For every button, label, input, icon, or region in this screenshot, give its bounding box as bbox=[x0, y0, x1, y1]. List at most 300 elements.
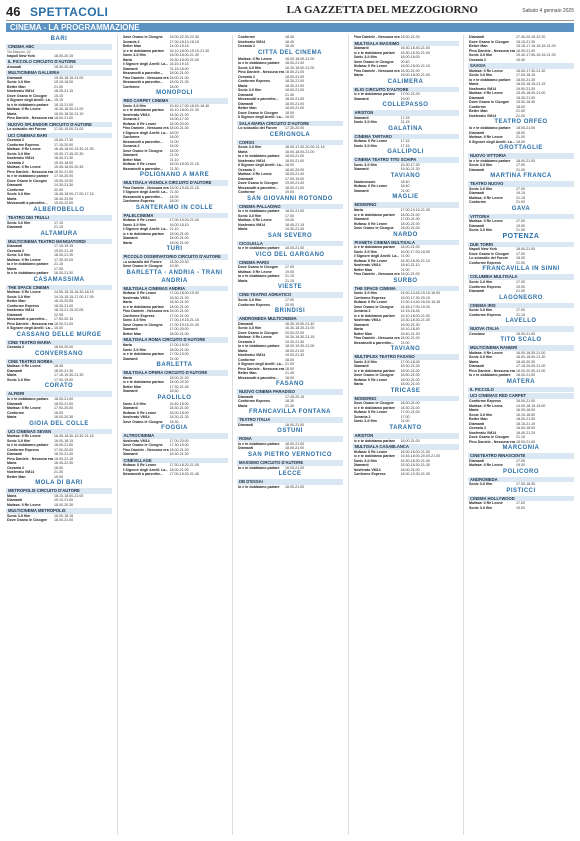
showtimes: 15.30-18.30-21.30 bbox=[400, 318, 430, 323]
showtimes: 17.00-19.15-21.30 bbox=[400, 208, 430, 213]
showtime-row bbox=[122, 472, 228, 477]
film-title: Mufasa: Il Re Leone bbox=[353, 410, 388, 415]
showtimes: 18.30-21.00 bbox=[400, 405, 420, 410]
film-title: Maria bbox=[122, 375, 132, 380]
showtimes: 21.00 bbox=[400, 267, 410, 272]
city-heading: MAGLIE bbox=[392, 194, 419, 201]
film-title: Sonic 3-Il film bbox=[7, 438, 31, 443]
showtimes: 21.15 bbox=[516, 312, 525, 317]
showtimes: 17.00-20.00 bbox=[169, 327, 189, 332]
showtimes: 15.00-22.00 bbox=[54, 201, 74, 206]
showtimes: 16.00-18.00-21.00 bbox=[400, 73, 430, 78]
showtimes: 19.00 bbox=[285, 269, 294, 274]
film-title: Diamanti bbox=[238, 446, 254, 451]
film-title: Conforme bbox=[7, 410, 24, 415]
showtimes: 17.00-18.00-19.30 bbox=[169, 291, 199, 296]
city-heading: TAVIANO bbox=[390, 346, 421, 353]
showtimes: 17.30-20.00 bbox=[54, 174, 74, 179]
film-title: Nosferatu VM14 bbox=[238, 39, 266, 44]
film-title: Sonic 3-Il film bbox=[7, 377, 31, 382]
film-title: Mezzanotti a parenthe... bbox=[238, 375, 279, 380]
showtimes: 17.00-20.00 bbox=[54, 406, 74, 411]
showtimes: 19.30 bbox=[169, 264, 179, 269]
showtimes: 21.00 bbox=[400, 254, 410, 259]
film-title: Diamanti bbox=[469, 130, 485, 135]
showtimes: 18.15-21.00 bbox=[54, 102, 74, 107]
showtimes: 18.30-21.30 bbox=[54, 271, 74, 276]
showtimes: 18.00 bbox=[516, 130, 525, 135]
film-title: Io e te dobbiamo parlare bbox=[353, 438, 396, 443]
city-heading: SURBO bbox=[393, 277, 418, 284]
film-title: Sonic 3-Il film bbox=[469, 186, 493, 191]
showtimes: 15.00-17.30 bbox=[169, 117, 189, 122]
film-title: Oceania 2 bbox=[7, 160, 24, 165]
cinema-name: SAVOIA bbox=[468, 63, 574, 69]
showtimes: 15.40-17.50-18.15-21.00 bbox=[516, 53, 556, 57]
showtimes: 21.45 bbox=[285, 371, 294, 376]
showtime-row bbox=[6, 116, 112, 121]
showtimes: 18.00-21.00 bbox=[169, 304, 189, 309]
showtimes: 16.00-18.00 bbox=[169, 410, 189, 415]
showtimes: 21.00 bbox=[169, 153, 179, 158]
cinema-name: MODERNO bbox=[353, 396, 459, 402]
showtimes: 18.00-21.00 bbox=[516, 247, 536, 252]
film-title: Sonic 3-Il film bbox=[122, 401, 146, 406]
city-heading: MONOPOLI bbox=[156, 90, 193, 96]
film-title: Maria bbox=[469, 408, 479, 413]
film-title: Diamanti bbox=[122, 389, 138, 394]
showtimes: 21.00 bbox=[400, 188, 410, 193]
showtimes: 18.00-21.00 bbox=[400, 438, 420, 443]
showtimes: 18.00-21.00 bbox=[169, 347, 189, 352]
film-title: Io e te dobbiamo parlare bbox=[7, 262, 49, 267]
film-title: Sonic 3-Il film bbox=[122, 347, 146, 352]
showtimes: 21.00 bbox=[400, 419, 410, 424]
film-title: Io e te dobbiamo parlare bbox=[353, 245, 396, 250]
showtimes: 18.00-21.30 bbox=[516, 77, 536, 82]
showtimes: 18.00-21.00 bbox=[54, 397, 74, 402]
showtimes: 18.00 bbox=[516, 104, 525, 109]
city-heading: SAN GIOVANNI ROTONDO bbox=[247, 195, 333, 202]
showtime-row bbox=[6, 127, 112, 132]
film-title: Sonic 3-Il film bbox=[238, 145, 262, 150]
showtimes: 18.30-21.00 bbox=[54, 303, 74, 308]
city-heading: PAOLILLO bbox=[157, 394, 192, 401]
film-title: Dove Osano le Cicogne bbox=[122, 148, 163, 153]
showtimes: 16.00-18.00-21.00 bbox=[285, 56, 315, 61]
film-title: Pino Daniele - Nessuna era bbox=[122, 309, 169, 314]
film-title: Oceania 2 bbox=[469, 426, 486, 431]
film-title: Conforme bbox=[238, 190, 255, 195]
showtimes: 14.15-15.15-17.00-17.45 bbox=[54, 294, 94, 299]
film-title: Diamanti bbox=[7, 225, 23, 230]
film-title: Mufasa: Il Re Leone bbox=[7, 364, 41, 369]
city-heading: SAN PIETRO VERNOTICO bbox=[247, 451, 332, 458]
film-title: Sonic 3-Il film bbox=[353, 143, 377, 148]
film-title: Nosferatu VM14 bbox=[238, 222, 266, 227]
showtime-row bbox=[237, 126, 343, 131]
city-heading: CALIMERA bbox=[387, 78, 424, 85]
showtimes: 18.40 bbox=[285, 35, 294, 39]
showtimes: 18.00-21.30 bbox=[169, 126, 189, 131]
film-title: Dove Osano le Cicogne bbox=[122, 322, 163, 327]
showtimes: 21.15 bbox=[54, 262, 63, 267]
showtimes: 16.30-18.30-21.10 bbox=[400, 258, 430, 263]
showtimes: 18.00-21.00 bbox=[169, 75, 189, 80]
showtimes: 18.00-21.00 bbox=[285, 70, 305, 74]
city-heading: PISTICCI bbox=[506, 487, 536, 494]
film-title: Io e te dobbiamo parlare bbox=[122, 108, 165, 113]
film-title: Conforme bbox=[238, 35, 255, 39]
film-title: Pino Daniele - Nessuna era bbox=[122, 75, 169, 80]
film-title: Maria bbox=[353, 382, 363, 387]
city-heading: VIESTE bbox=[277, 284, 303, 291]
film-title: Io e te dobbiamo parlare bbox=[238, 441, 280, 446]
showtimes: 16.00-18.30-21.10 bbox=[54, 111, 84, 116]
city-heading: GALLIPOLI bbox=[387, 149, 424, 156]
showtimes: 18.00-21.15 bbox=[54, 456, 74, 461]
film-title: Il Signore degli Anelli: La... bbox=[122, 62, 169, 66]
film-title: Mufasa: Il Re Leone bbox=[353, 300, 388, 305]
film-title: Io e te dobbiamo parlare bbox=[238, 61, 280, 65]
film-title: Nosferatu VM14 bbox=[353, 467, 381, 472]
showtimes: 16.00-21.00 bbox=[516, 399, 536, 404]
film-title: Io e te dobbiamo parlare bbox=[353, 92, 396, 97]
city-heading: LAGONEGRO bbox=[499, 294, 543, 301]
film-title: Sonic 3-Il film bbox=[122, 53, 146, 57]
city-heading: TAVIANO bbox=[390, 172, 421, 179]
showtimes: 15.15 bbox=[54, 93, 63, 98]
showtimes: 20.00-22.00 bbox=[285, 330, 305, 335]
showtimes: 18.00-21.00 bbox=[285, 348, 305, 353]
showtimes: 18.00-17.30-20.00-21.15 bbox=[285, 145, 325, 150]
city-heading: LAVELLO bbox=[505, 318, 537, 325]
showtimes: 18.00-21.00 bbox=[285, 97, 305, 101]
city-heading: OSTUNI bbox=[277, 428, 303, 435]
showtimes: 21.15 bbox=[516, 195, 525, 200]
film-title: Io e te dobbiamo parlare bbox=[238, 209, 280, 214]
showtimes: 18.30-21.00 bbox=[400, 68, 420, 73]
showtimes: 18.00 bbox=[54, 410, 63, 415]
cinema-name: CINEMA IRIS bbox=[468, 303, 574, 309]
showtimes: 19.15 bbox=[516, 191, 525, 196]
showtimes: 18.00-21.00 bbox=[400, 401, 420, 406]
showtimes: 21.15 bbox=[285, 278, 294, 283]
film-title: Maria bbox=[238, 83, 248, 88]
showtimes: 18.00-21.00 bbox=[285, 246, 305, 251]
film-title: Sonic 3-Il film bbox=[469, 163, 493, 168]
showtimes: 19.10-21.00 bbox=[54, 498, 74, 503]
film-title: Conforme Express bbox=[7, 447, 39, 452]
cinema-name: CINEVILLAGE bbox=[122, 458, 228, 464]
showtimes: 21.10 bbox=[169, 157, 179, 162]
showtimes: 18.00-20.00 bbox=[54, 345, 74, 350]
showtimes: 18.00-21.00 bbox=[400, 245, 420, 250]
showtimes: 18.30 bbox=[169, 419, 179, 424]
film-title: Conforme Express bbox=[122, 199, 155, 204]
showtimes: 17.15 bbox=[400, 143, 410, 148]
showtimes: 14.00-14.45-15.15-16.00 bbox=[400, 291, 441, 296]
showtimes: 15.15 bbox=[54, 98, 63, 103]
showtimes: 18.00-21.00 bbox=[169, 71, 189, 75]
showtimes: 15.00-17.30-20.15 bbox=[400, 295, 430, 300]
showtimes: 18.00-21.00 bbox=[400, 221, 420, 226]
film-title: Io e te dobbiamo parlare bbox=[122, 380, 165, 385]
showtimes: 18.00-21.30 bbox=[169, 80, 189, 84]
film-title: Diamanti bbox=[7, 368, 23, 373]
film-title: Mufasa: Il Re Leone bbox=[353, 377, 388, 382]
film-title: Conforme Express bbox=[122, 313, 155, 318]
film-title: Oceania 2 bbox=[238, 339, 255, 344]
film-title: Oceania 2 bbox=[469, 57, 486, 62]
cinema-name: CINE-TEATRO ADRIATICO bbox=[237, 292, 343, 298]
film-title: Diamanti bbox=[7, 75, 23, 80]
showtimes: 17.00-21.00 bbox=[400, 92, 420, 97]
film-title: Io e te dobbiamo parlare bbox=[238, 274, 280, 279]
showtimes: 16.00-17.00-18.00 bbox=[400, 249, 430, 254]
film-title: Mufasa: Il Re Leone bbox=[122, 463, 157, 468]
cinema-name: VITTORIA bbox=[468, 214, 574, 220]
film-title: Mufasa: Il Re Leone bbox=[238, 335, 272, 340]
city-heading: CITTA DEL CINEMA bbox=[258, 49, 322, 56]
film-title: Sonic 3-Il film bbox=[469, 228, 493, 233]
film-title: Diamanti bbox=[469, 364, 485, 369]
showtimes: 18.00 bbox=[169, 148, 179, 153]
cinema-name: ALTROCINEMA bbox=[122, 433, 228, 439]
film-title: Io e te dobbiamo parlare bbox=[7, 271, 49, 276]
film-title: Nosferatu VM14 bbox=[122, 438, 150, 443]
masthead: LA GAZZETTA DEL MEZZOGIORNO bbox=[286, 4, 478, 16]
film-title: Io e te dobbiamo parlare bbox=[122, 48, 165, 53]
showtimes: 18.00-21.00 bbox=[516, 48, 536, 53]
film-title: Diamanti bbox=[7, 244, 23, 249]
showtimes: 21.00 bbox=[169, 356, 179, 361]
city-heading: ALTAMURA bbox=[40, 230, 78, 237]
film-title: Pino Daniele - Nessuna era bbox=[353, 35, 400, 39]
showtime-row bbox=[237, 115, 343, 120]
showtimes: 17.00 bbox=[516, 186, 525, 191]
film-title: Diamanti bbox=[353, 364, 369, 369]
showtimes: 18.00-21.00 bbox=[169, 467, 189, 472]
showtime-row bbox=[353, 35, 459, 40]
cinema-address: Via Marconi, 42 bbox=[7, 49, 31, 54]
film-title: Pino Daniele - Nessuna era bbox=[353, 336, 400, 341]
film-title: Mufasa: Il Re Leone bbox=[353, 221, 388, 226]
city-heading: BARLETTA bbox=[156, 362, 193, 369]
showtimes: 18.00-21.00 bbox=[400, 377, 420, 382]
showtimes: 18.00 bbox=[285, 115, 294, 119]
film-title: Sonic 3-Il film bbox=[469, 73, 493, 78]
film-title: Mufasa: Il Re Leone bbox=[238, 218, 272, 223]
film-title: Sonic 3-Il film bbox=[7, 220, 31, 225]
film-title: Lo sciacallo del Furore bbox=[238, 126, 278, 131]
showtime-row bbox=[6, 65, 112, 70]
showtimes: 18.00-21.00 bbox=[54, 401, 74, 406]
film-title: Mezzanotti a parenthe... bbox=[122, 472, 164, 477]
film-title: Oceania 2 bbox=[238, 44, 255, 48]
film-title: Napoli New York bbox=[7, 53, 36, 58]
showtimes: 16.10-18.40 bbox=[400, 327, 420, 332]
film-title: Diamanti bbox=[7, 452, 23, 457]
showtimes: 16.00-18.00-21.00 bbox=[400, 449, 430, 454]
film-title: Sonic 3-Il film bbox=[122, 318, 146, 323]
film-title: Diamanti bbox=[469, 458, 485, 463]
showtimes: 17.00 bbox=[54, 266, 63, 271]
showtimes: 18.00-21.00 bbox=[285, 106, 305, 110]
showtimes: 18.00-21.00 bbox=[285, 101, 305, 106]
cinema-name: IL PICCOLO bbox=[468, 387, 574, 393]
film-title: Conforme Express bbox=[469, 399, 501, 404]
film-title: Nosferatu VM14 bbox=[238, 353, 266, 358]
showtimes: 17.00-21.00 bbox=[169, 313, 189, 318]
showtimes: 14.00-18.15-19.00 bbox=[516, 403, 546, 408]
film-title: Lo sciacallo del Furore bbox=[469, 256, 509, 261]
showtime-row bbox=[353, 472, 459, 477]
showtimes: 18.00 bbox=[285, 110, 294, 115]
showtimes: 18.00-21.00 bbox=[400, 35, 420, 39]
cinema-name: UCI CINEMAS SEVEN bbox=[6, 429, 112, 435]
film-title: Sonic 3-Il film bbox=[353, 162, 377, 167]
film-title: Pino Daniele - Nessuna era bbox=[353, 272, 400, 277]
city-heading: BARLETTA - ANDRIA - TRANI bbox=[126, 269, 223, 276]
city-heading: MARTINA FRANCA bbox=[490, 173, 552, 180]
cinema-name: CINEMA TEATRO TITO SCHIPA bbox=[353, 157, 459, 163]
cinema-name: TEATRO DEI TRULLI bbox=[6, 215, 112, 221]
showtimes: 16.00-18.00 bbox=[516, 408, 536, 413]
showtimes: 21.15 bbox=[516, 435, 525, 440]
showtimes: 17.00-21.30 bbox=[400, 217, 420, 222]
film-title: Diamanti bbox=[469, 35, 485, 39]
showtimes: 18.40 bbox=[400, 184, 410, 189]
film-title: Conforme Express bbox=[469, 284, 501, 289]
film-title: Conforme bbox=[122, 135, 140, 140]
showtimes: 17.00-18.45 bbox=[400, 359, 420, 364]
cinema-name: CINEMA PALLADINO bbox=[237, 204, 343, 210]
showtime-row bbox=[122, 452, 228, 457]
film-title: Mezzanotti a parenthe... bbox=[122, 71, 164, 75]
film-title: Sonic 3-Il film bbox=[238, 213, 262, 218]
film-title: Dove Osano le Cicogne bbox=[122, 35, 163, 39]
showtimes: 15.45-18.00-21.00 bbox=[516, 91, 546, 96]
showtime-row bbox=[122, 332, 228, 337]
showtimes: 17.15 bbox=[400, 115, 410, 120]
cinema-name: CINEMA TARTARO bbox=[353, 134, 459, 140]
showtimes: 21.15 bbox=[54, 225, 63, 230]
film-title: Pino Daniele - Nessuna era bbox=[469, 48, 516, 53]
city-heading: POLIGNANO A MARE bbox=[139, 172, 210, 179]
showtimes: 21.00 bbox=[516, 289, 525, 294]
showtimes: 18.00-21.30 bbox=[54, 368, 74, 373]
film-title: Dove Osano le Cicogne bbox=[469, 39, 510, 44]
section-title: SPETTACOLI bbox=[30, 5, 109, 19]
city-heading: TARANTO bbox=[389, 424, 422, 431]
film-title: Nosferatu VM14 bbox=[122, 112, 150, 117]
showtimes: 17.00 bbox=[516, 308, 525, 313]
showtimes: 18.40 bbox=[400, 179, 410, 184]
film-title: Il Signore degli Anelli: La... bbox=[122, 130, 169, 135]
city-heading: CORATO bbox=[44, 383, 74, 390]
film-title: Diamanti bbox=[238, 101, 254, 106]
showtimes: 18.00 bbox=[285, 375, 294, 380]
film-title: Mufasa: Il Re Leone bbox=[353, 258, 388, 263]
film-title: Io e te dobbiamo parlare bbox=[469, 373, 511, 378]
cinema-name: THE SPACE CINEMA bbox=[6, 285, 112, 291]
showtimes: 15.30-18.00 bbox=[54, 160, 74, 165]
showtimes: 18.00-21.00 bbox=[285, 185, 305, 190]
film-title: Better Man bbox=[353, 267, 373, 272]
showtimes: 19.00 bbox=[285, 190, 294, 195]
cinema-name: MULTISALA ROMA CIRCUITO D'AUTORE bbox=[122, 337, 228, 343]
showtimes: 17.00-20.00 bbox=[54, 447, 74, 452]
showtimes: 18.00-20.30 bbox=[54, 502, 74, 507]
city-heading: MARCONIA bbox=[502, 445, 540, 452]
showtimes: 15.00-17.45-20.30 bbox=[54, 151, 84, 156]
film-title: Pino Daniele - Nessuna era bbox=[469, 368, 516, 373]
film-title: Diamanti bbox=[469, 191, 485, 196]
showtimes: 17.30-21.45 bbox=[169, 384, 189, 389]
showtimes: 18.00-21.00 bbox=[285, 484, 305, 489]
showtimes: 18.30-21.00 bbox=[285, 83, 305, 88]
showtimes: 18.00-21.00 bbox=[169, 240, 189, 245]
film-title: Mufasa: Il Re Leone bbox=[122, 218, 157, 223]
film-title: Mezzanotti a parenthe... bbox=[122, 166, 164, 171]
film-title: Mezzanotti a parenthe... bbox=[7, 317, 48, 322]
film-title: Io e te dobbiamo parlare bbox=[238, 465, 280, 470]
film-title: Diamanti bbox=[353, 463, 369, 468]
film-title: Pino Daniele - Nessuna era bbox=[122, 185, 169, 190]
film-title: Nosferatu VM14 bbox=[353, 263, 381, 268]
showtimes: 17.00-19.00 bbox=[285, 176, 305, 181]
film-title: Conforme Express bbox=[469, 312, 501, 317]
showtimes: 15.00-18.30 bbox=[516, 100, 536, 105]
cinema-name: UCI CINEMAS BARI bbox=[6, 133, 112, 139]
film-title: Nosferatu VM14 bbox=[7, 470, 35, 475]
film-title: Dove Osano le Cicogne bbox=[353, 373, 394, 378]
showtimes: 17.00-18.15 bbox=[516, 73, 536, 78]
showtimes: 21.15-18.00 bbox=[169, 66, 189, 71]
showtimes: 15.30-18.30-21.30 bbox=[400, 463, 430, 468]
showtimes: 21.00 bbox=[400, 340, 410, 345]
showtimes: 17.45-20.15 bbox=[285, 394, 305, 399]
film-title: Mufasa: Il Re Leone bbox=[238, 172, 272, 177]
cinema-name: MULTISALA MASSIMO bbox=[353, 41, 459, 47]
film-title: Conforme Express bbox=[353, 472, 386, 477]
showtimes: 18.00-21.00 bbox=[169, 447, 189, 452]
cinema-name: DB D'ESSAI bbox=[237, 479, 343, 485]
film-title: Maria bbox=[238, 227, 248, 232]
showtimes: 16.00-18.00 bbox=[516, 426, 536, 431]
showtimes: 18.00-21.00 bbox=[54, 518, 74, 523]
film-title: Mufasa: Il Re Leone bbox=[469, 501, 503, 506]
showtimes: 16.10-18.00-19.10-21.30 bbox=[169, 48, 210, 53]
showtimes: 16.30-18.30-21.00 bbox=[285, 326, 315, 331]
showtime-row bbox=[6, 225, 112, 230]
listing-column bbox=[6, 35, 112, 835]
city-heading: FRANCAVILLA FONTANA bbox=[248, 409, 332, 416]
film-title: Nosferatu VM14 bbox=[469, 86, 497, 91]
showtimes: 17.15 bbox=[400, 139, 410, 144]
showtimes: 18.00-19.45-21.15 bbox=[169, 185, 199, 190]
film-title: Maria bbox=[122, 57, 132, 62]
showtimes: 17.00-20.00 bbox=[169, 438, 189, 443]
showtimes: 18.00-20.00 bbox=[285, 167, 305, 172]
showtimes: 16.00 bbox=[169, 144, 179, 149]
showtimes: 18.00 bbox=[516, 139, 525, 144]
film-title: Io e te dobbiamo parlare bbox=[238, 344, 280, 349]
film-title: Io e te dobbiamo parlare bbox=[353, 405, 396, 410]
cinema-name: CINETEATRO RINASCENTE bbox=[468, 453, 574, 459]
cinema-name: ARISTON bbox=[353, 110, 459, 116]
